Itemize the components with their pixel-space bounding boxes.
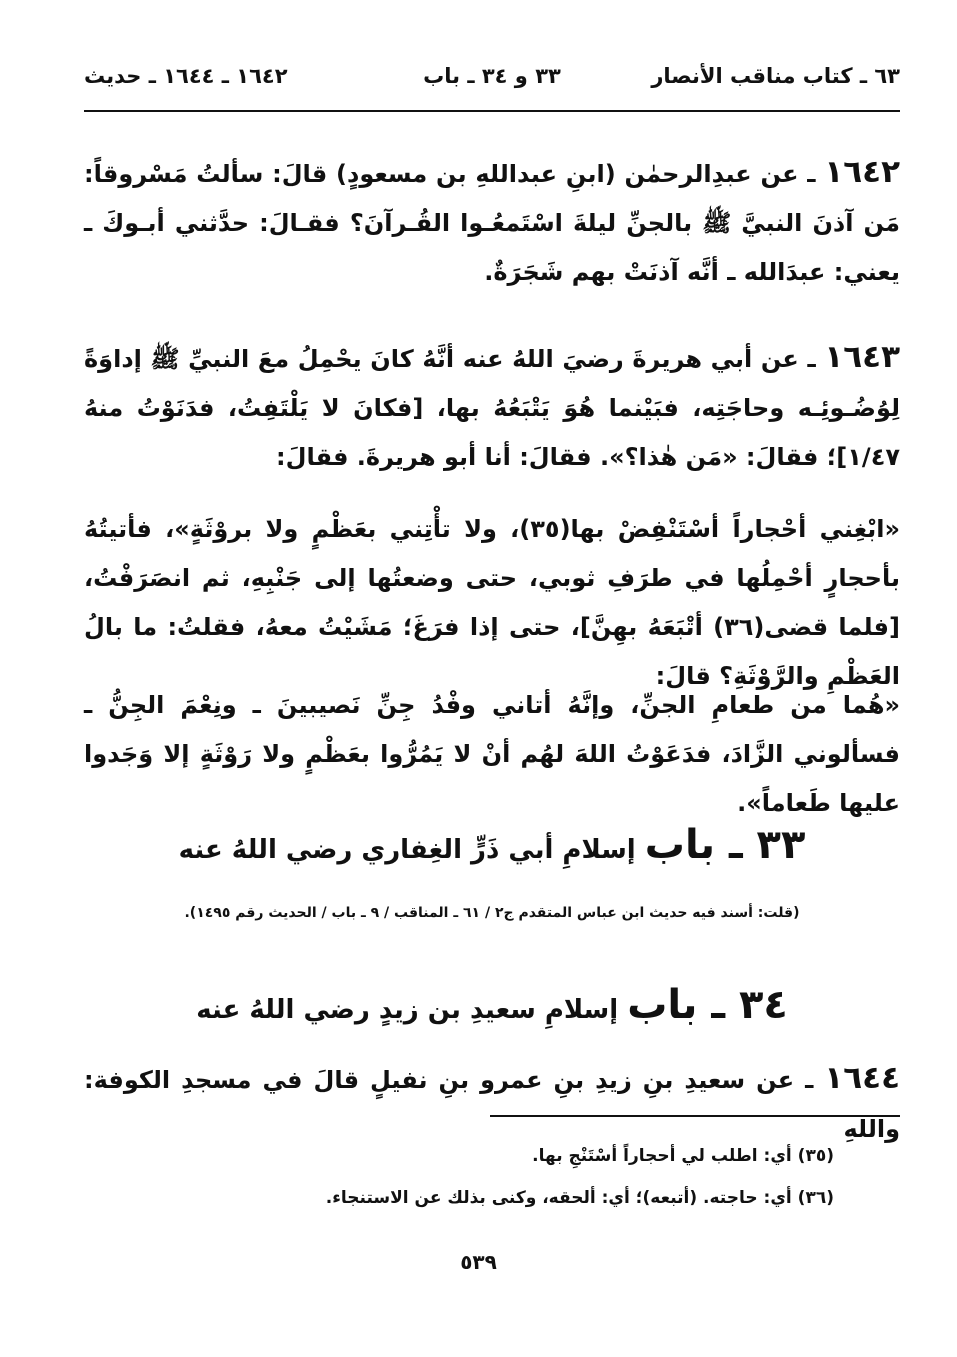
hadith-text: ـ عن سعيدِ بنِ زيدِ بنِ عمرو بنِ نفيلٍ قالَ في مسجدِ الكوفة: واللهِ [84,1066,900,1143]
header-section: ٣٣ و ٣٤ ـ باب [423,64,561,88]
bab-34-heading [84,982,900,1028]
hadith-text: «ابْغِني أحْجاراً أسْتَنْفِضْ بها(٣٥)، ولا تأْتِني بعَظْمٍ ولا بروْثَةٍ»، فأتيتُهُ بأحجارٍ أحْمِلُها في طرَفِ ثوبي، حتى وضعتُها إلى جَنْبِهِ، ثم انصَرَفْتُ، [فلما قضى(٣٦) أتْبَعَهُ بهِنَّ]، حتى إذا فرَغَ؛ مَشَيْتُ معهُ، فقلتُ: ما بالُ العَظْمِ والرَّوْثَةِ؟ قالَ: [84,515,900,690]
hadith-number: ١٦٤٤ [824,1060,900,1096]
header-chapter: ٦٣ ـ كتاب مناقب الأنصار [651,64,900,88]
hadith-number: ١٦٤٢ [824,154,900,190]
header-rule [84,110,900,112]
bab-title: إسلامِ أبي ذَرٍّ الغِفاري رضي اللهُ عنه [178,835,636,865]
running-header [84,64,900,94]
bab-title: إسلامِ سعيدِ بن زيدٍ رضي اللهُ عنه [196,995,619,1025]
footnote-36: (٣٦) أي: حاجته. (أتبعه)؛ أي: ألحقه، وكنى بذلك عن الاستنجاء. [325,1188,834,1208]
hadith-text: «هُما من طعامِ الجنِّ، وإنَّهُ أتاني وفْدُ جِنِّ نَصيبينَ ـ ونِعْمَ الجِنُّ ـ فسألوني الزَّادَ، فدَعَوْتُ اللهَ لهُم أنْ لا يَمُرُّوا بعَظْمٍ ولا رَوْثَةٍ إلا وَجَدوا عليها طَعاماً». [84,691,900,817]
hadith-1643-paragraph-3 [84,681,900,828]
bab-number: ٣٣ ـ باب [644,822,806,868]
footnote-rule [490,1115,900,1117]
header-hadith-range: ١٦٤٢ ـ ١٦٤٤ ـ حديث [84,64,288,88]
bab-33-note: (قلت: أسند فيه حديث ابن عباس المتقدم ج٢ / ٦١ ـ المناقب / ٩ ـ باب / الحديث رقم ١٤٩٥). [184,905,800,921]
hadith-1643 [84,333,900,482]
hadith-1643-paragraph-2 [84,505,900,701]
hadith-text: ـ عن عبدِالرحمٰن (ابنِ عبداللهِ بن مسعودٍ) قالَ: سألتُ مَسْروقاً: مَن آذنَ النبيَّ ﷺ بالجنِّ ليلةَ اسْتَمعُـوا القُـرآنَ؟ فقـالَ: حدَّثني أبـوكَ ـ يعني: عبدَالله ـ أنَّه آذنَتْ بهم شَجَرَةٌ. [84,160,900,286]
page-number: ٥٣٩ [460,1250,497,1274]
bab-33-heading [84,822,900,868]
hadith-1644 [84,1054,900,1154]
footnote-35: (٣٥) أي: اطلب لي أحجاراً أسْتَنْجِ بها. [532,1146,834,1166]
bab-number: ٣٤ ـ باب [627,982,788,1028]
hadith-1642 [84,148,900,297]
hadith-number: ١٦٤٣ [824,339,900,375]
hadith-text: ـ عن أبي هريرةَ رضيَ اللهُ عنه أنَّهُ كانَ يحْمِلُ معَ النبيِّ ﷺ إداوَةً لِوُضُـوئِـه وحاجَتِه، فبَيْنما هُوَ يَتْبَعُهُ بها، [فكانَ لا يَلْتَفِتُ، فدَنَوْتُ منهُ ١/٤٧]؛ فقالَ: «مَن هٰذا؟». فقالَ: أنا أبو هريرةَ. فقالَ: [84,345,900,471]
